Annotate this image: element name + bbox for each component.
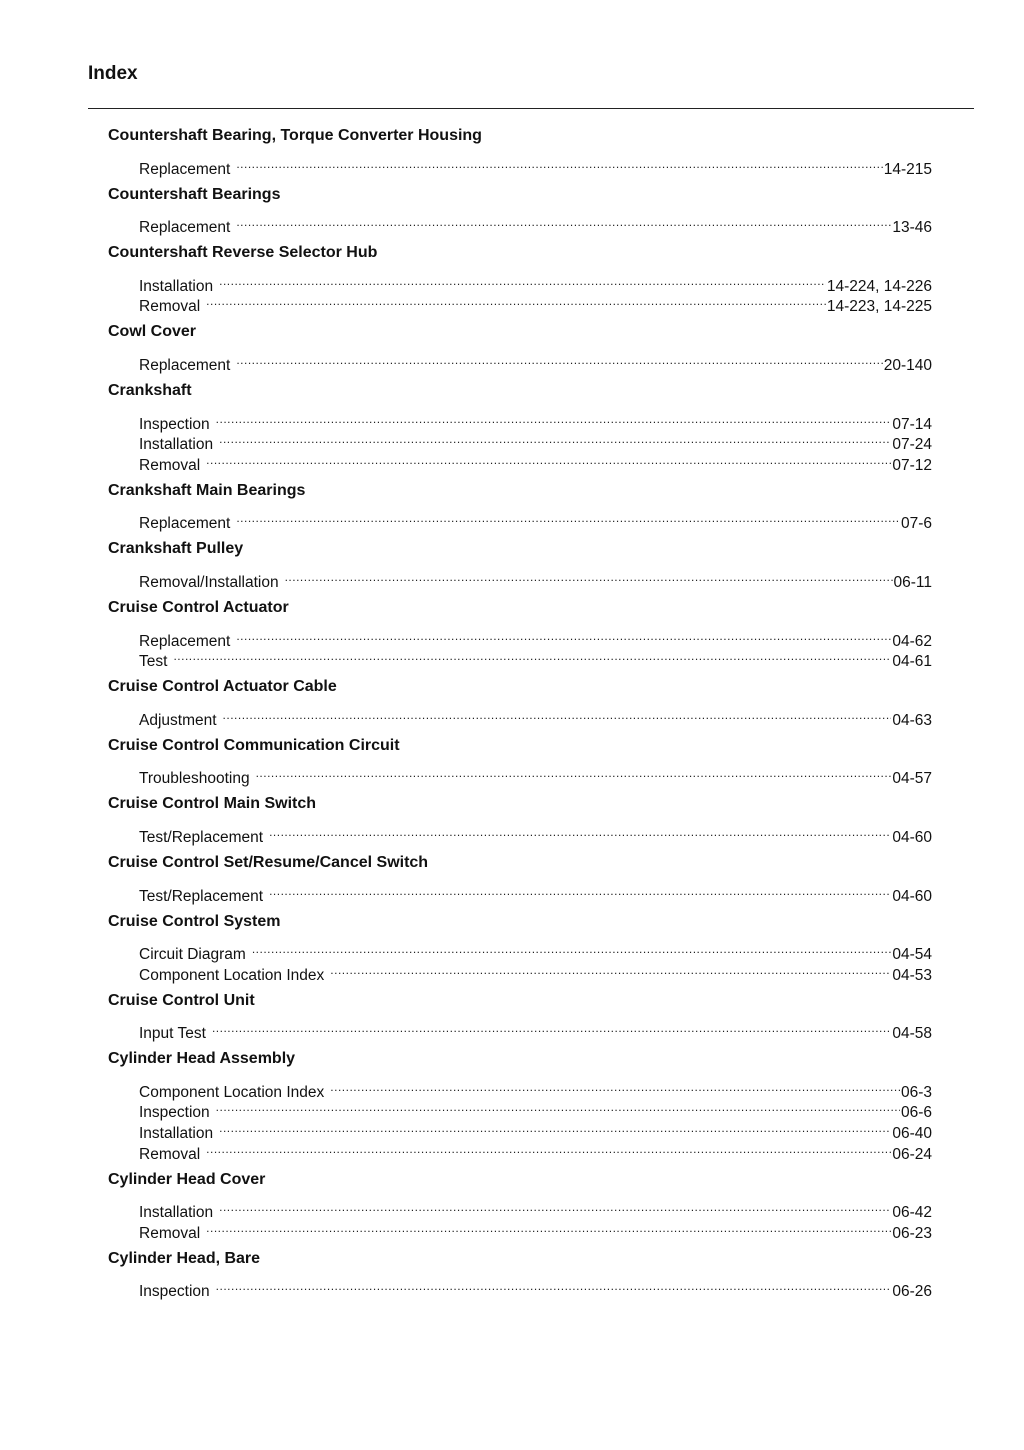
entry-page-ref: 04-60: [892, 887, 932, 905]
entry-label: Adjustment: [139, 711, 217, 729]
entry-label: Replacement: [139, 160, 231, 178]
entry-label: Inspection: [139, 415, 210, 433]
index-heading: Cruise Control Unit: [108, 991, 255, 1009]
index-entry: [108, 508, 932, 533]
entry-page-ref: 07-24: [892, 436, 932, 454]
dot-leader: [236, 153, 882, 174]
entry-label: Installation: [139, 277, 214, 295]
entry-page-ref: 20-140: [883, 356, 932, 374]
index-heading: Cruise Control Set/Resume/Cancel Switch: [108, 853, 429, 871]
entry-label: Component Location Index: [139, 1083, 325, 1101]
dot-leader: [236, 625, 891, 646]
entry-label: Replacement: [139, 219, 231, 237]
entry-label: Installation: [139, 436, 214, 454]
index-group: [108, 126, 932, 178]
index-entry: [108, 270, 932, 295]
dot-leader: [256, 763, 892, 784]
index-group: [108, 991, 932, 1043]
entry-page-ref: 14-224, 14-226: [826, 277, 932, 295]
index-heading: Countershaft Reverse Selector Hub: [108, 244, 378, 262]
index-heading: Crankshaft Main Bearings: [108, 481, 306, 499]
dot-leader: [206, 449, 891, 470]
title-divider: [88, 108, 974, 109]
index-entry: [108, 1276, 932, 1301]
entry-page-ref: 06-3: [900, 1083, 932, 1101]
index-heading: Cruise Control Main Switch: [108, 795, 317, 813]
entry-label: Replacement: [139, 356, 231, 374]
index-heading: Countershaft Bearings: [108, 185, 281, 203]
index-heading: Cylinder Head Assembly: [108, 1050, 296, 1068]
entry-label: Removal: [139, 1224, 201, 1242]
index-group: [108, 381, 932, 474]
index-entry: [108, 1076, 932, 1101]
index-group: [108, 736, 932, 788]
index-heading: Cylinder Head Cover: [108, 1170, 266, 1188]
entry-label: Test/Replacement: [139, 887, 264, 905]
entry-page-ref: 06-23: [892, 1224, 932, 1242]
entry-page-ref: 06-26: [892, 1283, 932, 1301]
index-entry: [108, 821, 932, 846]
index-entry: [108, 1018, 932, 1043]
entry-page-ref: 06-6: [900, 1104, 932, 1122]
entry-label: Input Test: [139, 1025, 206, 1043]
dot-leader: [216, 1276, 892, 1297]
index-heading: Cruise Control Communication Circuit: [108, 736, 400, 754]
index-entry: [108, 349, 932, 374]
index-heading: Crankshaft: [108, 381, 192, 399]
index-group: [108, 481, 932, 533]
dot-leader: [223, 704, 892, 725]
index-entry: [108, 763, 932, 788]
index-entry: [108, 1217, 932, 1242]
entry-label: Troubleshooting: [139, 770, 250, 788]
index-group: [108, 185, 932, 237]
entry-label: Test: [139, 653, 168, 671]
dot-leader: [269, 880, 891, 901]
entry-page-ref: 04-60: [892, 828, 932, 846]
index-heading: Cylinder Head, Bare: [108, 1249, 261, 1267]
index-entry: [108, 1197, 932, 1222]
entry-page-ref: 07-14: [892, 415, 932, 433]
dot-leader: [212, 1018, 891, 1039]
entry-label: Inspection: [139, 1283, 210, 1301]
entry-page-ref: 06-42: [892, 1204, 932, 1222]
entry-page-ref: 06-40: [892, 1125, 932, 1143]
dot-leader: [269, 821, 891, 842]
index-list: [108, 126, 932, 1307]
index-entry: [108, 566, 932, 591]
index-group: [108, 243, 932, 316]
entry-label: Removal: [139, 298, 201, 316]
index-group: [108, 1170, 932, 1242]
entry-page-ref: 13-46: [892, 219, 932, 237]
index-entry: [108, 704, 932, 729]
index-entry: [108, 1117, 932, 1143]
index-heading: Cruise Control System: [108, 912, 281, 930]
index-entry: [108, 429, 932, 454]
index-heading: Cruise Control Actuator: [108, 598, 289, 616]
index-entry: [108, 449, 932, 474]
entry-label: Installation: [139, 1125, 214, 1143]
dot-leader: [252, 939, 892, 960]
index-group: [108, 1049, 932, 1163]
entry-page-ref: 04-57: [892, 770, 932, 788]
entry-label: Replacement: [139, 632, 231, 650]
index-entry: [108, 646, 932, 671]
index-group: [108, 1249, 932, 1301]
entry-page-ref: 04-58: [892, 1025, 932, 1043]
entry-page-ref: 14-223, 14-225: [826, 298, 932, 316]
dot-leader: [236, 212, 891, 233]
entry-page-ref: 06-11: [893, 573, 932, 591]
index-group: [108, 853, 932, 905]
entry-label: Removal: [139, 456, 201, 474]
dot-leader: [219, 429, 891, 450]
index-heading: Cowl Cover: [108, 323, 197, 341]
dot-leader: [236, 508, 900, 529]
entry-page-ref: 14-215: [883, 160, 932, 178]
entry-label: Removal: [139, 1145, 201, 1163]
entry-page-ref: 07-6: [900, 515, 932, 533]
dot-leader: [206, 1217, 891, 1238]
entry-page-ref: 04-62: [892, 632, 932, 650]
dot-leader: [173, 646, 891, 667]
entry-label: Inspection: [139, 1104, 210, 1122]
entry-label: Replacement: [139, 515, 231, 533]
entry-label: Component Location Index: [139, 966, 325, 984]
page-title: Index: [88, 63, 138, 84]
dot-leader: [216, 1097, 900, 1118]
index-entry: [108, 939, 932, 964]
dot-leader: [216, 408, 892, 429]
dot-leader: [219, 1117, 891, 1138]
entry-page-ref: 06-24: [892, 1145, 932, 1163]
index-entry: [108, 291, 932, 316]
dot-leader: [330, 959, 891, 980]
entry-page-ref: 04-54: [892, 946, 932, 964]
index-entry: [108, 1097, 932, 1122]
index-heading: Cruise Control Actuator Cable: [108, 678, 337, 696]
index-group: [108, 677, 932, 729]
entry-label: Removal/Installation: [139, 573, 279, 591]
entry-page-ref: 04-63: [892, 711, 932, 729]
entry-label: Test/Replacement: [139, 828, 264, 846]
index-heading: Countershaft Bearing, Torque Converter Housing: [108, 127, 482, 144]
index-group: [108, 912, 932, 984]
dot-leader: [206, 291, 826, 312]
index-heading: Crankshaft Pulley: [108, 540, 244, 558]
entry-page-ref: 07-12: [892, 456, 932, 474]
dot-leader: [236, 349, 882, 370]
index-entry: [108, 625, 932, 650]
entry-page-ref: 04-53: [892, 966, 932, 984]
index-entry: [108, 1138, 932, 1163]
index-group: [108, 322, 932, 374]
dot-leader: [330, 1076, 900, 1097]
entry-page-ref: 04-61: [892, 653, 932, 671]
dot-leader: [206, 1138, 891, 1159]
entry-label: Installation: [139, 1204, 214, 1222]
index-group: [108, 598, 932, 671]
dot-leader: [285, 566, 893, 587]
dot-leader: [219, 1197, 891, 1218]
dot-leader: [219, 270, 826, 291]
index-entry: [108, 880, 932, 905]
index-group: [108, 794, 932, 846]
index-entry: [108, 408, 932, 433]
index-entry: [108, 153, 932, 178]
index-entry: [108, 212, 932, 237]
index-group: [108, 539, 932, 591]
entry-label: Circuit Diagram: [139, 946, 246, 964]
